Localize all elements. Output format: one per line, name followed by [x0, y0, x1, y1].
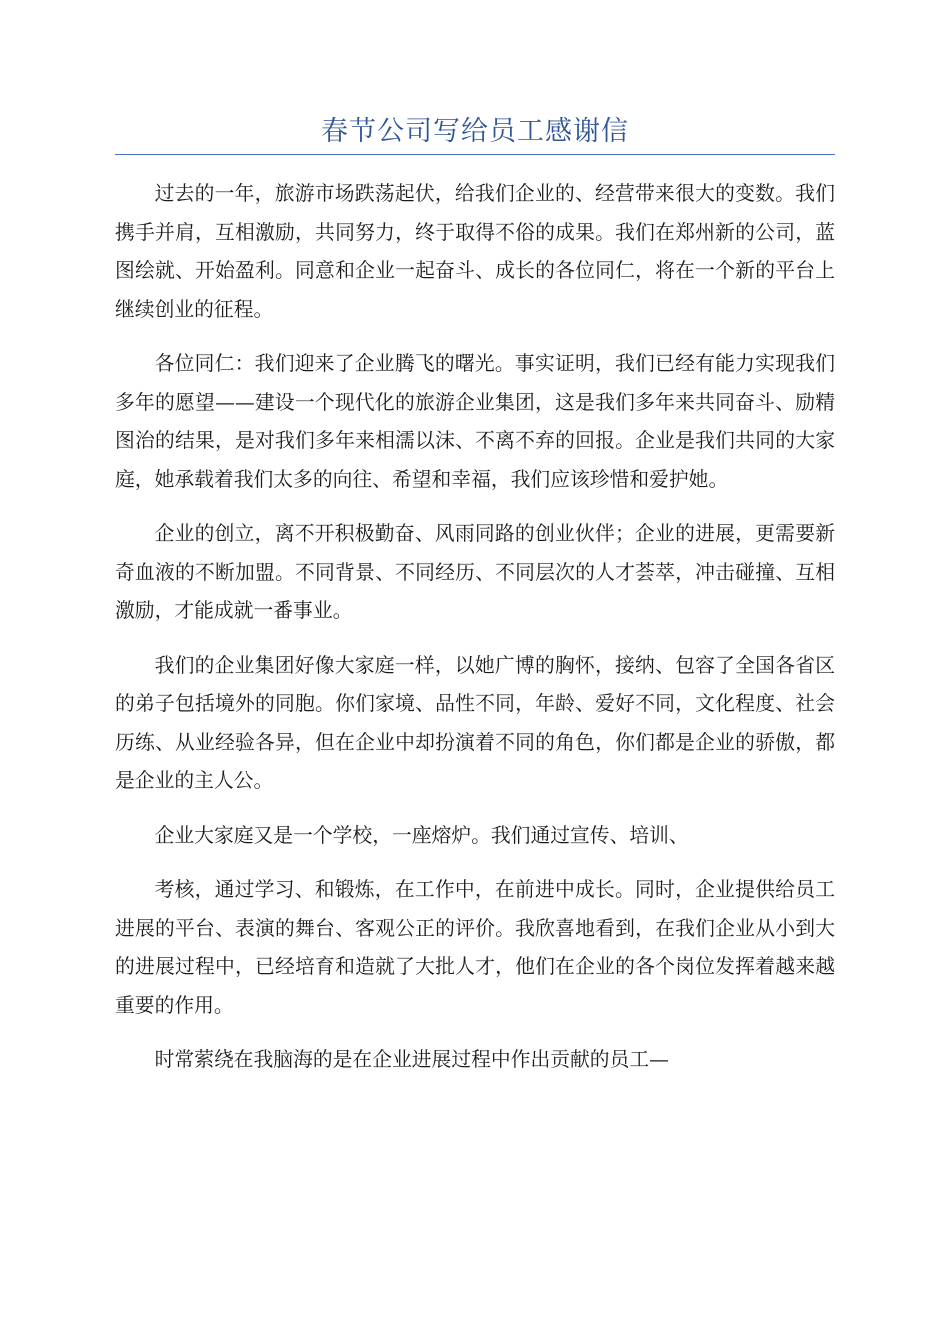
- document-title: 春节公司写给员工感谢信: [321, 116, 629, 147]
- paragraph-7: 时常萦绕在我脑海的是在企业进展过程中作出贡献的员工—: [154, 1048, 669, 1071]
- paragraph-2: 各位同仁：我们迎来了企业腾飞的曙光。事实证明，我们已经有能力实现我们多年的愿望——建设一个现代化的旅游企业集团，这是我们多年来共同奋斗、励精图治的结果，是对我们多年来相濡以沫、不离不弃的回报。企业是我们共同的大家庭，她承载着我们太多的向往、希望和幸福，我们应该珍惜和爱护她。: [115, 352, 835, 491]
- paragraph-5: 企业大家庭又是一个学校，一座熔炉。我们通过宣传、培训、: [154, 823, 689, 847]
- paragraph-3: 企业的创立，离不开积极勤奋、风雨同路的创业伙伴；企业的进展，更需要新奇血液的不断加盟。不同背景、不同经历、不同层次的人才荟萃，冲击碰撞、互相激励，才能成就一番事业。: [115, 522, 835, 622]
- title-underline: [115, 154, 835, 155]
- paragraph-4: 我们的企业集团好像大家庭一样，以她广博的胸怀，接纳、包容了全国各省区的弟子包括境外的同胞。你们家境、品性不同，年龄、爱好不同，文化程度、社会历练、从业经验各异，但在企业中却扮演着不同的角色，你们都是企业的骄傲，都是企业的主人公。: [115, 653, 835, 792]
- document-body: [115, 175, 835, 1096]
- paragraph-6: 考核，通过学习、和锻炼，在工作中，在前进中成长。同时，企业提供给员工进展的平台、表演的舞台、客观公正的评价。我欣喜地看到，在我们企业从小到大的进展过程中，已经培育和造就了大批人才，他们在企业的各个岗位发挥着越来越重要的作用。: [115, 878, 835, 1017]
- paragraph-1: 过去的一年，旅游市场跌荡起伏，给我们企业的、经营带来很大的变数。我们携手并肩，互相激励，共同努力，终于取得不俗的成果。我们在郑州新的公司，蓝图绘就、开始盈利。同意和企业一起奋斗、成长的各位同仁，将在一个新的平台上继续创业的征程。: [115, 182, 835, 321]
